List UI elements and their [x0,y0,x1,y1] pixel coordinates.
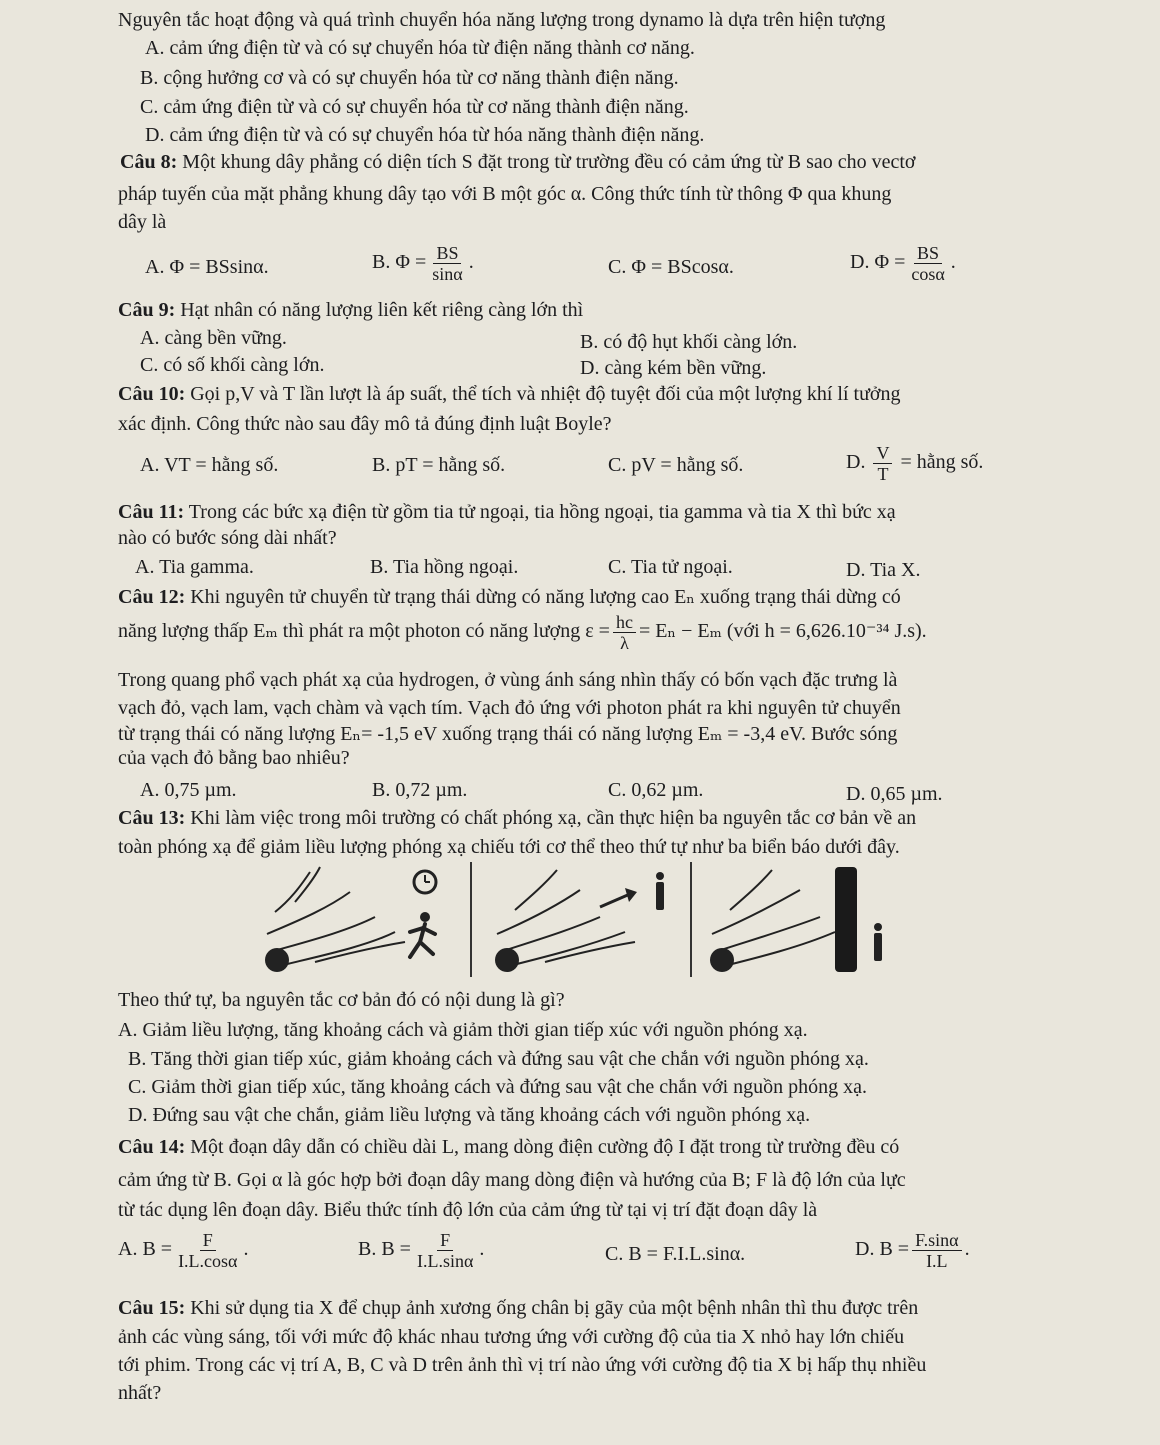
q13-option-c: C. Giảm thời gian tiếp xúc, tăng khoảng cách và đứng sau vật che chắn với nguồn phóng xạ. [128,1076,868,1098]
q10-line1 [118,382,901,406]
q14-option-b: B. B = $\frac{F}{I.L.\sin\alpha}$ . [358,1230,485,1271]
q13-line1 [118,806,916,830]
q12-line2 [118,612,927,653]
q9-option-a: A. càng bền vững. [140,327,287,349]
q15-line2: ảnh các vùng sáng, tối với mức độ khác nhau tương ứng với cường độ của tia X nhỏ hay lớn chiếu [118,1326,905,1348]
q14-d-pre: D. B = [855,1238,910,1261]
q14-b-fraction [414,1230,476,1271]
q12-formula-pre: năng lượng thấp Eₘ thì phát ra một photon có năng lượng ε = [118,620,610,643]
q12-formula-fraction [613,612,636,653]
q8-option-a: A. Φ = BSsinα. [145,256,269,278]
q10-d-post: = hằng số. [900,451,984,474]
q11-option-a: A. Tia gamma. [135,556,254,578]
q14-text1: Một đoạn dây dẫn có chiều dài L, mang dòng điện cường độ I đặt trong từ trường đều có [185,1136,900,1158]
q15-label: Câu 15: [118,1297,186,1319]
q8-d-num: BS [914,243,942,264]
q15-line1 [118,1296,918,1320]
q13-option-b: B. Tăng thời gian tiếp xúc, giảm khoảng cách và đứng sau vật che chắn với nguồn phóng xạ. [128,1048,869,1070]
q8-b-num: BS [433,243,461,264]
q10-line2: xác định. Công thức nào sau đây mô tả đúng định luật Boyle? [118,413,612,435]
intro-option-b: B. cộng hưởng cơ và có sự chuyển hóa từ cơ năng thành điện năng. [140,67,679,89]
arrow-icon [600,894,630,907]
q10-d-pre: D. [846,451,866,474]
q10-d-den: T [877,464,889,484]
q14-d-fraction [912,1230,962,1271]
q10-option-d [846,443,983,484]
shield-wall-icon [835,867,857,972]
sign-shielding-graphic [700,862,890,977]
q10-option-c: C. pV = hằng số. [608,454,744,476]
q14-b-den: I.L.sinα [416,1251,474,1271]
q8-b-fraction [429,243,465,284]
q9-option-b: B. có độ hụt khối càng lớn. [580,331,798,353]
q10-option-a: A. VT = hằng số. [140,454,279,476]
source-dot [265,948,289,972]
q8-line2: pháp tuyến của mặt phẳng khung dây tạo với B một góc α. Công thức tính từ thông Φ qua khung [118,183,892,205]
q11-line2: nào có bước sóng dài nhất? [118,527,337,549]
q10-text1: Gọi p,V và T lần lượt là áp suất, thể tích và nhiệt độ tuyệt đối của một lượng khí lí tưởng [185,383,901,405]
q14-option-d: D. B = $\frac{F.\sin\alpha}{I.L}$ . [855,1230,970,1271]
q12-formula-post: = Eₙ − Eₘ (với h = 6,626.10⁻³⁴ J.s). [638,620,927,643]
q12-option-a: A. 0,75 µm. [140,779,237,801]
q12-line3: Trong quang phổ vạch phát xạ của hydrogen, ở vùng ánh sáng nhìn thấy có bốn vạch đặc trưng là [118,669,898,691]
q8-d-fraction [908,243,947,284]
q8-d-den: cosα [911,264,945,284]
q9-text1: Hạt nhân có năng lượng liên kết riêng càng lớn thì [175,299,584,321]
q12-formula-den: λ [620,633,629,653]
sign-divider-2 [690,862,692,977]
q10-option-b: B. pT = hằng số. [372,454,506,476]
q12-option-c: C. 0,62 µm. [608,779,704,801]
q12-line1 [118,585,901,609]
q14-line3: từ tác dụng lên đoạn dây. Biểu thức tính độ lớn của cảm ứng từ tại vị trí đặt đoạn dây là [118,1199,818,1221]
q14-a-num: F [200,1230,216,1251]
q13-text1: Khi làm việc trong môi trường có chất phóng xạ, cần thực hiện ba nguyên tắc cơ bản về an [185,807,917,829]
sign-time-graphic [255,862,465,977]
sign-divider-1 [470,862,472,977]
q14-option-c: C. B = F.I.L.sinα. [605,1243,746,1265]
q14-a-den: I.L.cosα [178,1251,238,1271]
q12-option-d: D. 0,65 µm. [846,783,943,805]
q8-option-b: B. Φ = $\frac{BS}{\sin\alpha}$ . [372,243,474,284]
q13-line3: Theo thứ tự, ba nguyên tắc cơ bản đó có nội dung là gì? [118,989,565,1011]
q11-label: Câu 11: [118,501,185,523]
sign-distance [485,862,685,977]
intro-option-c: C. cảm ứng điện từ và có sự chuyển hóa từ cơ năng thành điện năng. [140,96,689,118]
q12-option-b: B. 0,72 µm. [372,779,468,801]
sign-distance-graphic [485,862,685,977]
q8-text1: Một khung dây phẳng có diện tích S đặt trong từ trường đều có cảm ứng từ B sao cho vectơ [177,151,916,173]
q9-option-c: C. có số khối càng lớn. [140,354,325,376]
q13-option-a: A. Giảm liều lượng, tăng khoảng cách và giảm thời gian tiếp xúc với nguồn phóng xạ. [118,1019,808,1041]
q13-line2: toàn phóng xạ để giảm liều lượng phóng xạ chiếu tới cơ thể theo thứ tự như ba biển báo dưới đây. [118,836,900,858]
running-person-icon [410,912,435,957]
q10-label: Câu 10: [118,383,186,405]
q14-d-den: I.L [926,1251,948,1271]
q14-b-pre: B. B = [358,1238,411,1261]
q8-d-pre: D. Φ = [850,251,906,274]
q14-b-num: F [437,1230,453,1251]
q10-d-num: V [873,443,892,464]
q8-label: Câu 8: [120,151,178,173]
q14-option-a: A. B = $\frac{F}{I.L.\cos\alpha}$ . [118,1230,249,1271]
q15-text1: Khi sử dụng tia X để chụp ảnh xương ống chân bị gãy của một bệnh nhân thì thu được trên [185,1297,919,1319]
q8-option-d: D. Φ = $\frac{BS}{\cos\alpha}$ . [850,243,956,284]
q12-text1: Khi nguyên tử chuyển từ trạng thái dừng có năng lượng cao Eₙ xuống trạng thái dừng có [185,586,901,608]
clock-icon [414,871,436,893]
intro-option-d: D. cảm ứng điện từ và có sự chuyển hóa từ hóa năng thành điện năng. [145,124,705,146]
q13-label: Câu 13: [118,807,186,829]
q12-formula-num: hc [613,612,636,633]
q14-line2: cảm ứng từ B. Gọi α là góc hợp bởi đoạn dây mang dòng điện và hướng của B; F là độ lớn của lực [118,1169,906,1191]
intro-option-a: A. cảm ứng điện từ và có sự chuyển hóa từ điện năng thành cơ năng. [145,37,695,59]
q13-option-d: D. Đứng sau vật che chắn, giảm liều lượng và tăng khoảng cách với nguồn phóng xạ. [128,1104,811,1126]
q14-a-pre: A. B = [118,1238,173,1261]
q8-line3: dây là [118,211,167,233]
q12-line6: của vạch đỏ bằng bao nhiêu? [118,747,350,769]
q9-option-d: D. càng kém bền vững. [580,357,767,379]
q8-b-den: sinα [432,264,463,284]
q11-line1 [118,500,896,524]
q8-option-c: C. Φ = BScosα. [608,256,734,278]
q12-label: Câu 12: [118,586,186,608]
q15-line3: tới phim. Trong các vị trí A, B, C và D trên ảnh thì vị trí nào ứng với cường độ tia X bị hấp thụ nhiều [118,1354,927,1376]
q11-text1: Trong các bức xạ điện từ gồm tia tử ngoại, tia hồng ngoại, tia gamma và tia X thì bức xạ [184,501,896,523]
sign-time [255,862,465,977]
q9-label: Câu 9: [118,299,176,321]
q14-a-fraction [175,1230,240,1271]
q14-label: Câu 14: [118,1136,186,1158]
q15-line4: nhất? [118,1382,162,1404]
standing-person-icon [874,923,882,961]
q11-option-c: C. Tia tử ngoại. [608,556,733,578]
intro-stem: Nguyên tắc hoạt động và quá trình chuyển hóa năng lượng trong dynamo là dựa trên hiện tượng [118,9,886,31]
q10-d-fraction [873,443,892,484]
q11-option-b: B. Tia hồng ngoại. [370,556,519,578]
q14-line1 [118,1135,899,1159]
q12-line5: từ trạng thái có năng lượng Eₙ= -1,5 eV xuống trạng thái có năng lượng Eₘ = -3,4 eV. Bước sóng [118,723,898,745]
q11-option-d: D. Tia X. [846,559,921,581]
q12-line4: vạch đỏ, vạch lam, vạch chàm và vạch tím. Vạch đỏ ứng với photon phát ra khi nguyên tử chuyển [118,697,901,719]
q14-d-num: F.sinα [912,1230,962,1251]
q8-line1 [120,150,916,174]
standing-person-icon [656,872,664,910]
sign-shielding [700,862,890,977]
q8-b-pre: B. Φ = [372,251,427,274]
q9-line1 [118,298,583,322]
